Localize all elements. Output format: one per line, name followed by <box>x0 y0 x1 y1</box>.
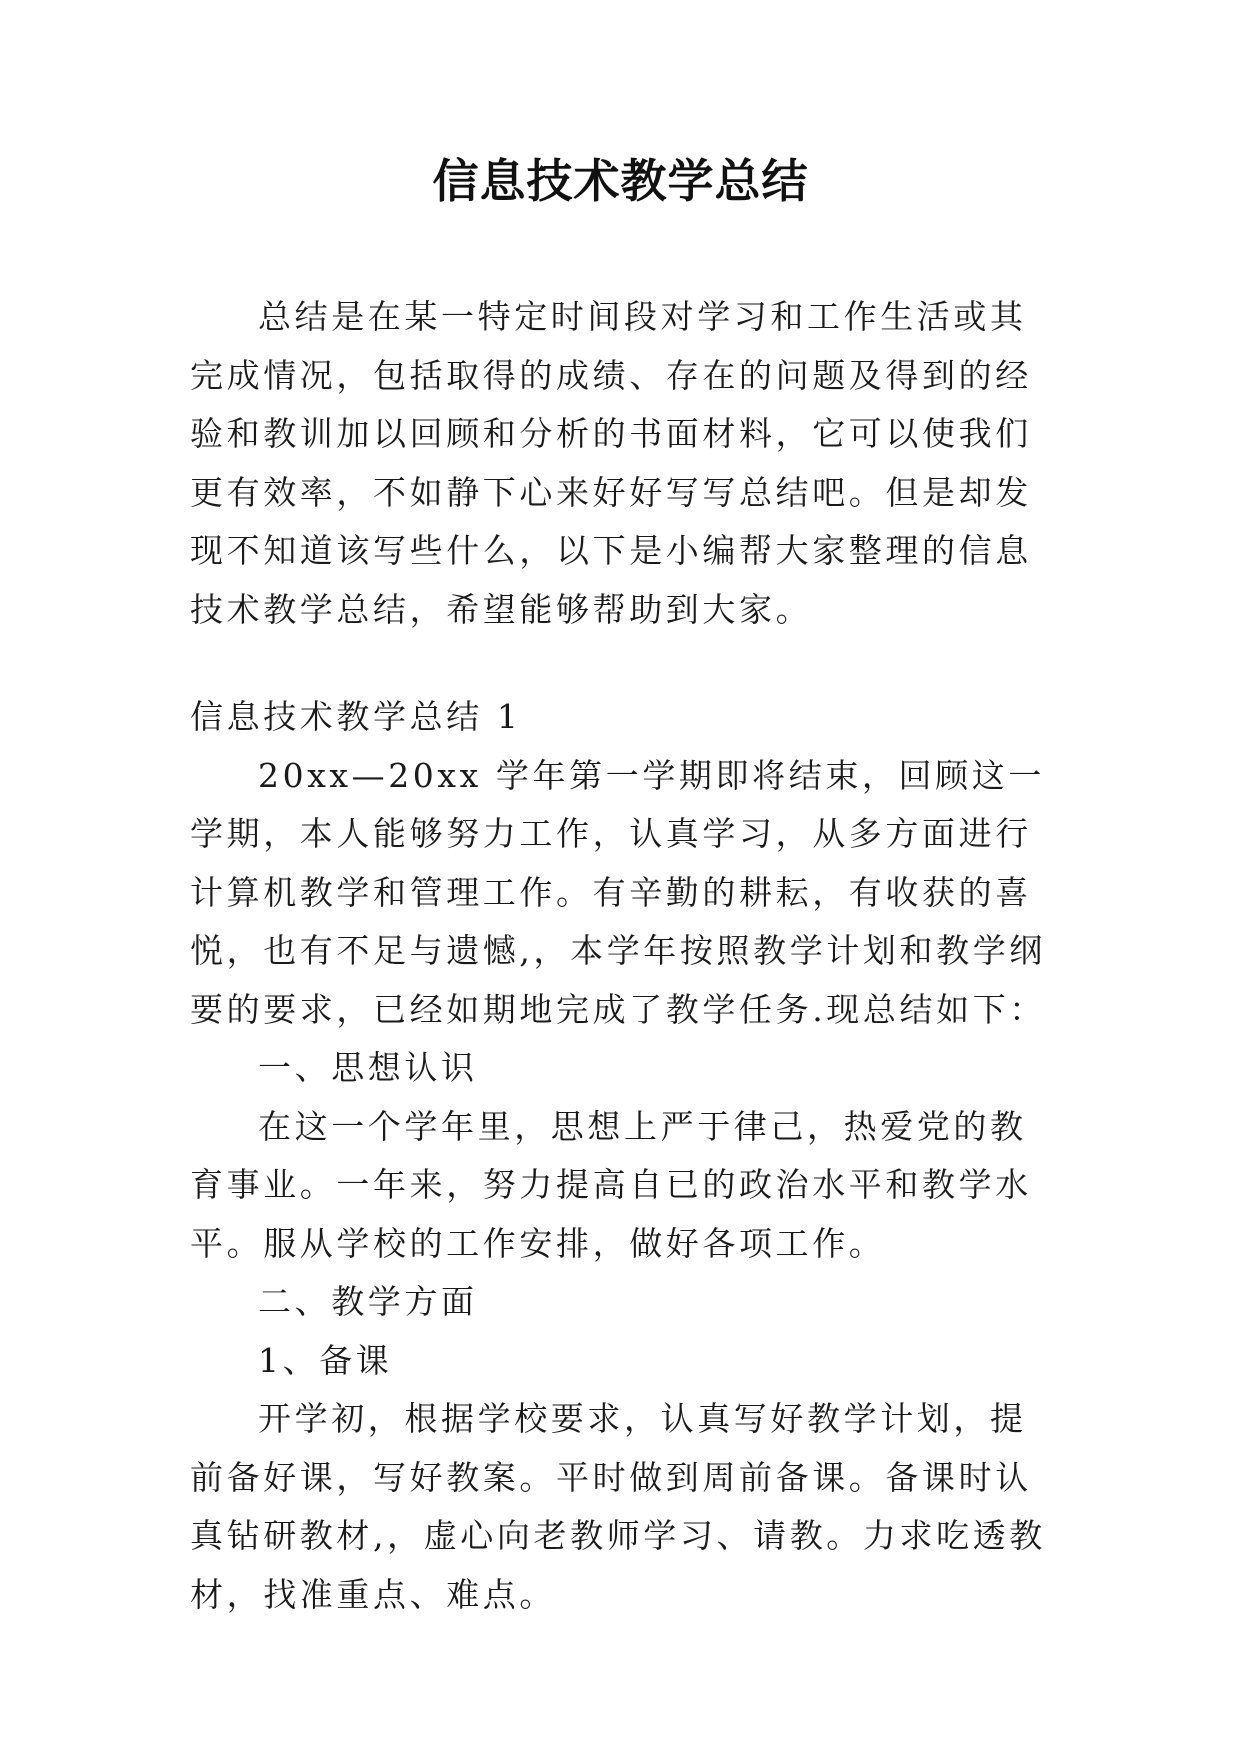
section-heading: 信息技术教学总结 1 <box>190 697 522 736</box>
subheading-lesson-prep: 1、备课 <box>258 1340 393 1380</box>
intro-paragraph: 总结是在某一特定时间段对学习和工作生活或其完成情况，包括取得的成绩、存在的问题及得到的经验和教训加以回顾和分析的书面材料，它可以使我们更有效率，不如静下心来好好写写总结吧。但是却发现不知道该写些什么，以下是小编帮大家整理的信息技术教学总结，希望能够帮助到大家。 <box>190 297 1032 629</box>
body-paragraph-lesson-prep: 开学初，根据学校要求，认真写好教学计划，提前备好课，写好教案。平时做到周前备课。备课时认真钻研教材,，虚心向老教师学习、请教。力求吃透教材，找准重点、难点。 <box>190 1399 1046 1614</box>
section-1 <box>190 688 1050 1624</box>
subheading-thought: 一、思想认识 <box>258 1048 478 1087</box>
body-paragraph-overview: 20xx—20xx 学年第一学期即将结束，回顾这一学期，本人能够努力工作，认真学习，从多方面进行计算机教学和管理工作。有辛勤的耕耘，有收获的喜悦，也有不足与遗憾,，本学年按照教学计划和教学纲要的要求，已经如期地完成了教学任务.现总结如下： <box>190 755 1046 1029</box>
subheading-teaching: 二、教学方面 <box>258 1282 478 1321</box>
body-paragraph-thought: 在这一个学年里，思想上严于律己，热爱党的教育事业。一年来，努力提高自已的政治水平和教学水平。服从学校的工作安排，做好各项工作。 <box>190 1106 1032 1263</box>
document-title: 信息技术教学总结 <box>432 154 809 208</box>
